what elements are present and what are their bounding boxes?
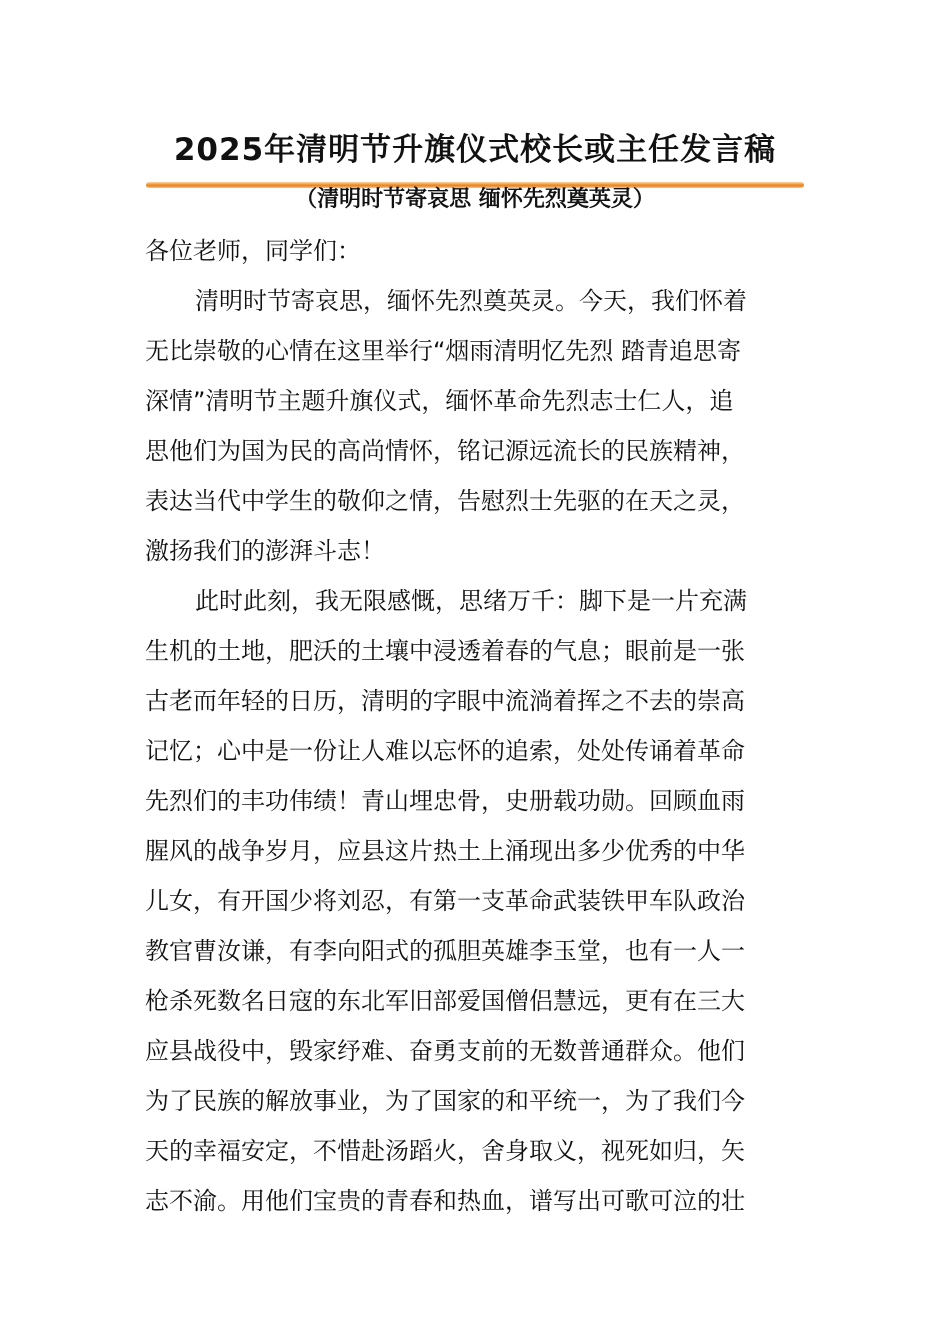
- paragraph-line: 记忆；心中是一份让人难以忘怀的追索，处处传诵着革命: [145, 737, 745, 765]
- paragraph-line: 思他们为国为民的高尚情怀，铭记源远流长的民族精神，: [145, 437, 745, 465]
- paragraph-line: 为了民族的解放事业，为了国家的和平统一，为了我们今: [145, 1087, 745, 1115]
- paragraph-line: 腥风的战争岁月，应县这片热土上涌现出多少优秀的中华: [145, 837, 745, 865]
- paragraph-line: 枪杀死数名日寇的东北军旧部爱国僧侣慧远，更有在三大: [145, 987, 745, 1015]
- paragraph-line: 深情”清明节主题升旗仪式，缅怀革命先烈志士仁人，追: [145, 387, 734, 415]
- paragraph-line: 应县战役中，毁家纾难、奋勇支前的无数普通群众。他们: [145, 1037, 745, 1065]
- document-body: [145, 226, 795, 1226]
- document-subtitle: （清明时节寄哀思 缅怀先烈奠英灵）: [295, 187, 655, 212]
- paragraph-line: 教官曹汝谦，有李向阳式的孤胆英雄李玉堂，也有一人一: [145, 937, 745, 965]
- paragraph-line: 激扬我们的澎湃斗志！: [145, 537, 385, 565]
- paragraph-2: [145, 576, 795, 1226]
- paragraph-line: 先烈们的丰功伟绩！青山埋忠骨，史册载功勋。回顾血雨: [145, 787, 745, 815]
- paragraph-1: [145, 276, 795, 576]
- document-title: 2025年清明节升旗仪式校长或主任发言稿: [173, 132, 777, 168]
- paragraph-line: 天的幸福安定，不惜赴汤蹈火，舍身取义，视死如归，矢: [145, 1137, 745, 1165]
- paragraph-line: 无比崇敬的心情在这里举行“烟雨清明忆先烈 踏青追思寄: [145, 337, 742, 365]
- paragraph-line: 此时此刻，我无限感慨，思绪万千：脚下是一片充满: [195, 587, 747, 615]
- paragraph-line: 清明时节寄哀思，缅怀先烈奠英灵。今天，我们怀着: [195, 287, 747, 315]
- paragraph-line: 生机的土地，肥沃的土壤中浸透着春的气息；眼前是一张: [145, 637, 745, 665]
- greeting: 各位老师，同学们：: [145, 237, 361, 265]
- paragraph-line: 表达当代中学生的敬仰之情，告慰烈士先驱的在天之灵，: [145, 487, 745, 515]
- paragraph-line: 志不渝。用他们宝贵的青春和热血，谱写出可歌可泣的壮: [145, 1187, 745, 1215]
- paragraph-line: 古老而年轻的日历，清明的字眼中流淌着挥之不去的崇高: [145, 687, 745, 715]
- paragraph-line: 儿女，有开国少将刘忍，有第一支革命武装铁甲车队政治: [145, 887, 745, 915]
